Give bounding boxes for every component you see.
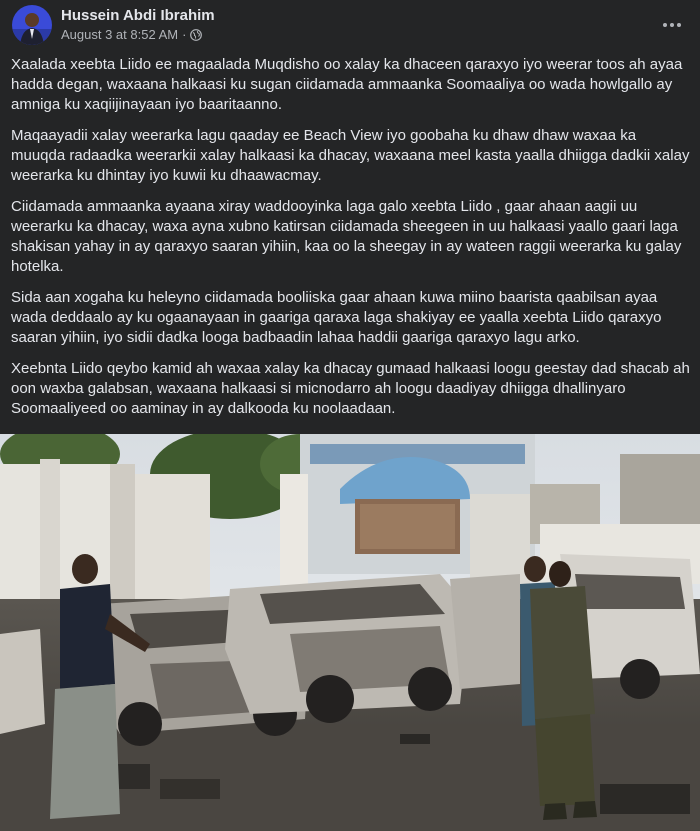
author-name[interactable]: Hussein Abdi Ibrahim [61,7,215,24]
more-options-icon[interactable] [658,11,686,39]
post-paragraph: Xaalada xeebta Liido ee magaalada Muqdisho oo xalay ka dhaceen qaraxyo iyo weerar toos ah ayaa hadda degan, waxaana halkaasi ku sugan ciidamada ammaanka Soomaaliya oo wada howlgallo ay amniga ku xaqiijinayaan iyo baaritaanno. [11,56,683,113]
globe-icon[interactable] [190,29,202,41]
post-photo[interactable] [0,434,700,831]
post-paragraph: Xeebnta Liido qeybo kamid ah waxaa xalay ka dhacay gumaad halkaasi loogu geestay dad shacab ah oon waxba galabsan, waxaana halkaasi si micnodarro ah loogu daadiyay dhiigga dhallinyaro Soomaaliyeed oo aaminay in ay dalkooda ku noolaadaan. [11,360,690,417]
post-paragraph: Ciidamada ammaanka ayaana xiray waddooyinka laga galo xeebta Liido , gaar ahaan aagii uu weerarku ka dhacay, waxa ayna xubno katirsan ciidamada sheegeen in uu halkaasi yaallo gaari laga shakisan yahay in ay qaraxyo saaran yihiin, kaa oo la sheegay in ay wateen raggii weerarka ku galay hotelka. [11,198,682,275]
post-meta [61,27,202,42]
avatar[interactable] [12,5,52,45]
post-body [11,55,691,430]
meta-separator: · [182,27,187,42]
post-paragraph: Maqaayadii xalay weerarka lagu qaaday ee Beach View iyo goobaha ku dhaw dhaw waxaa ka muuqda radaadka weerarkii xalay halkaasi ka dhacay, waxaana meel kasta yaalla dhiigga dadkii xalay weerarka ku dhintay iyo kuwii ku dhaawacmay. [11,127,690,184]
post-timestamp[interactable]: August 3 at 8:52 AM [61,27,179,42]
post-header [0,0,700,50]
post-paragraph: Sida aan xogaha ku heleyno ciidamada booliiska gaar ahaan kuwa miino baarista qaabilsan ayaa wada deddaalo ay ku ogaanayaan in gaariga qaraxa laga shakiyay ee yaalla xeebta Liido qaraxyo saaran yihiin, iyo sidii dadka looga badbaadin lahaa haddii gaariga qaraxyo lagu arko. [11,289,662,346]
